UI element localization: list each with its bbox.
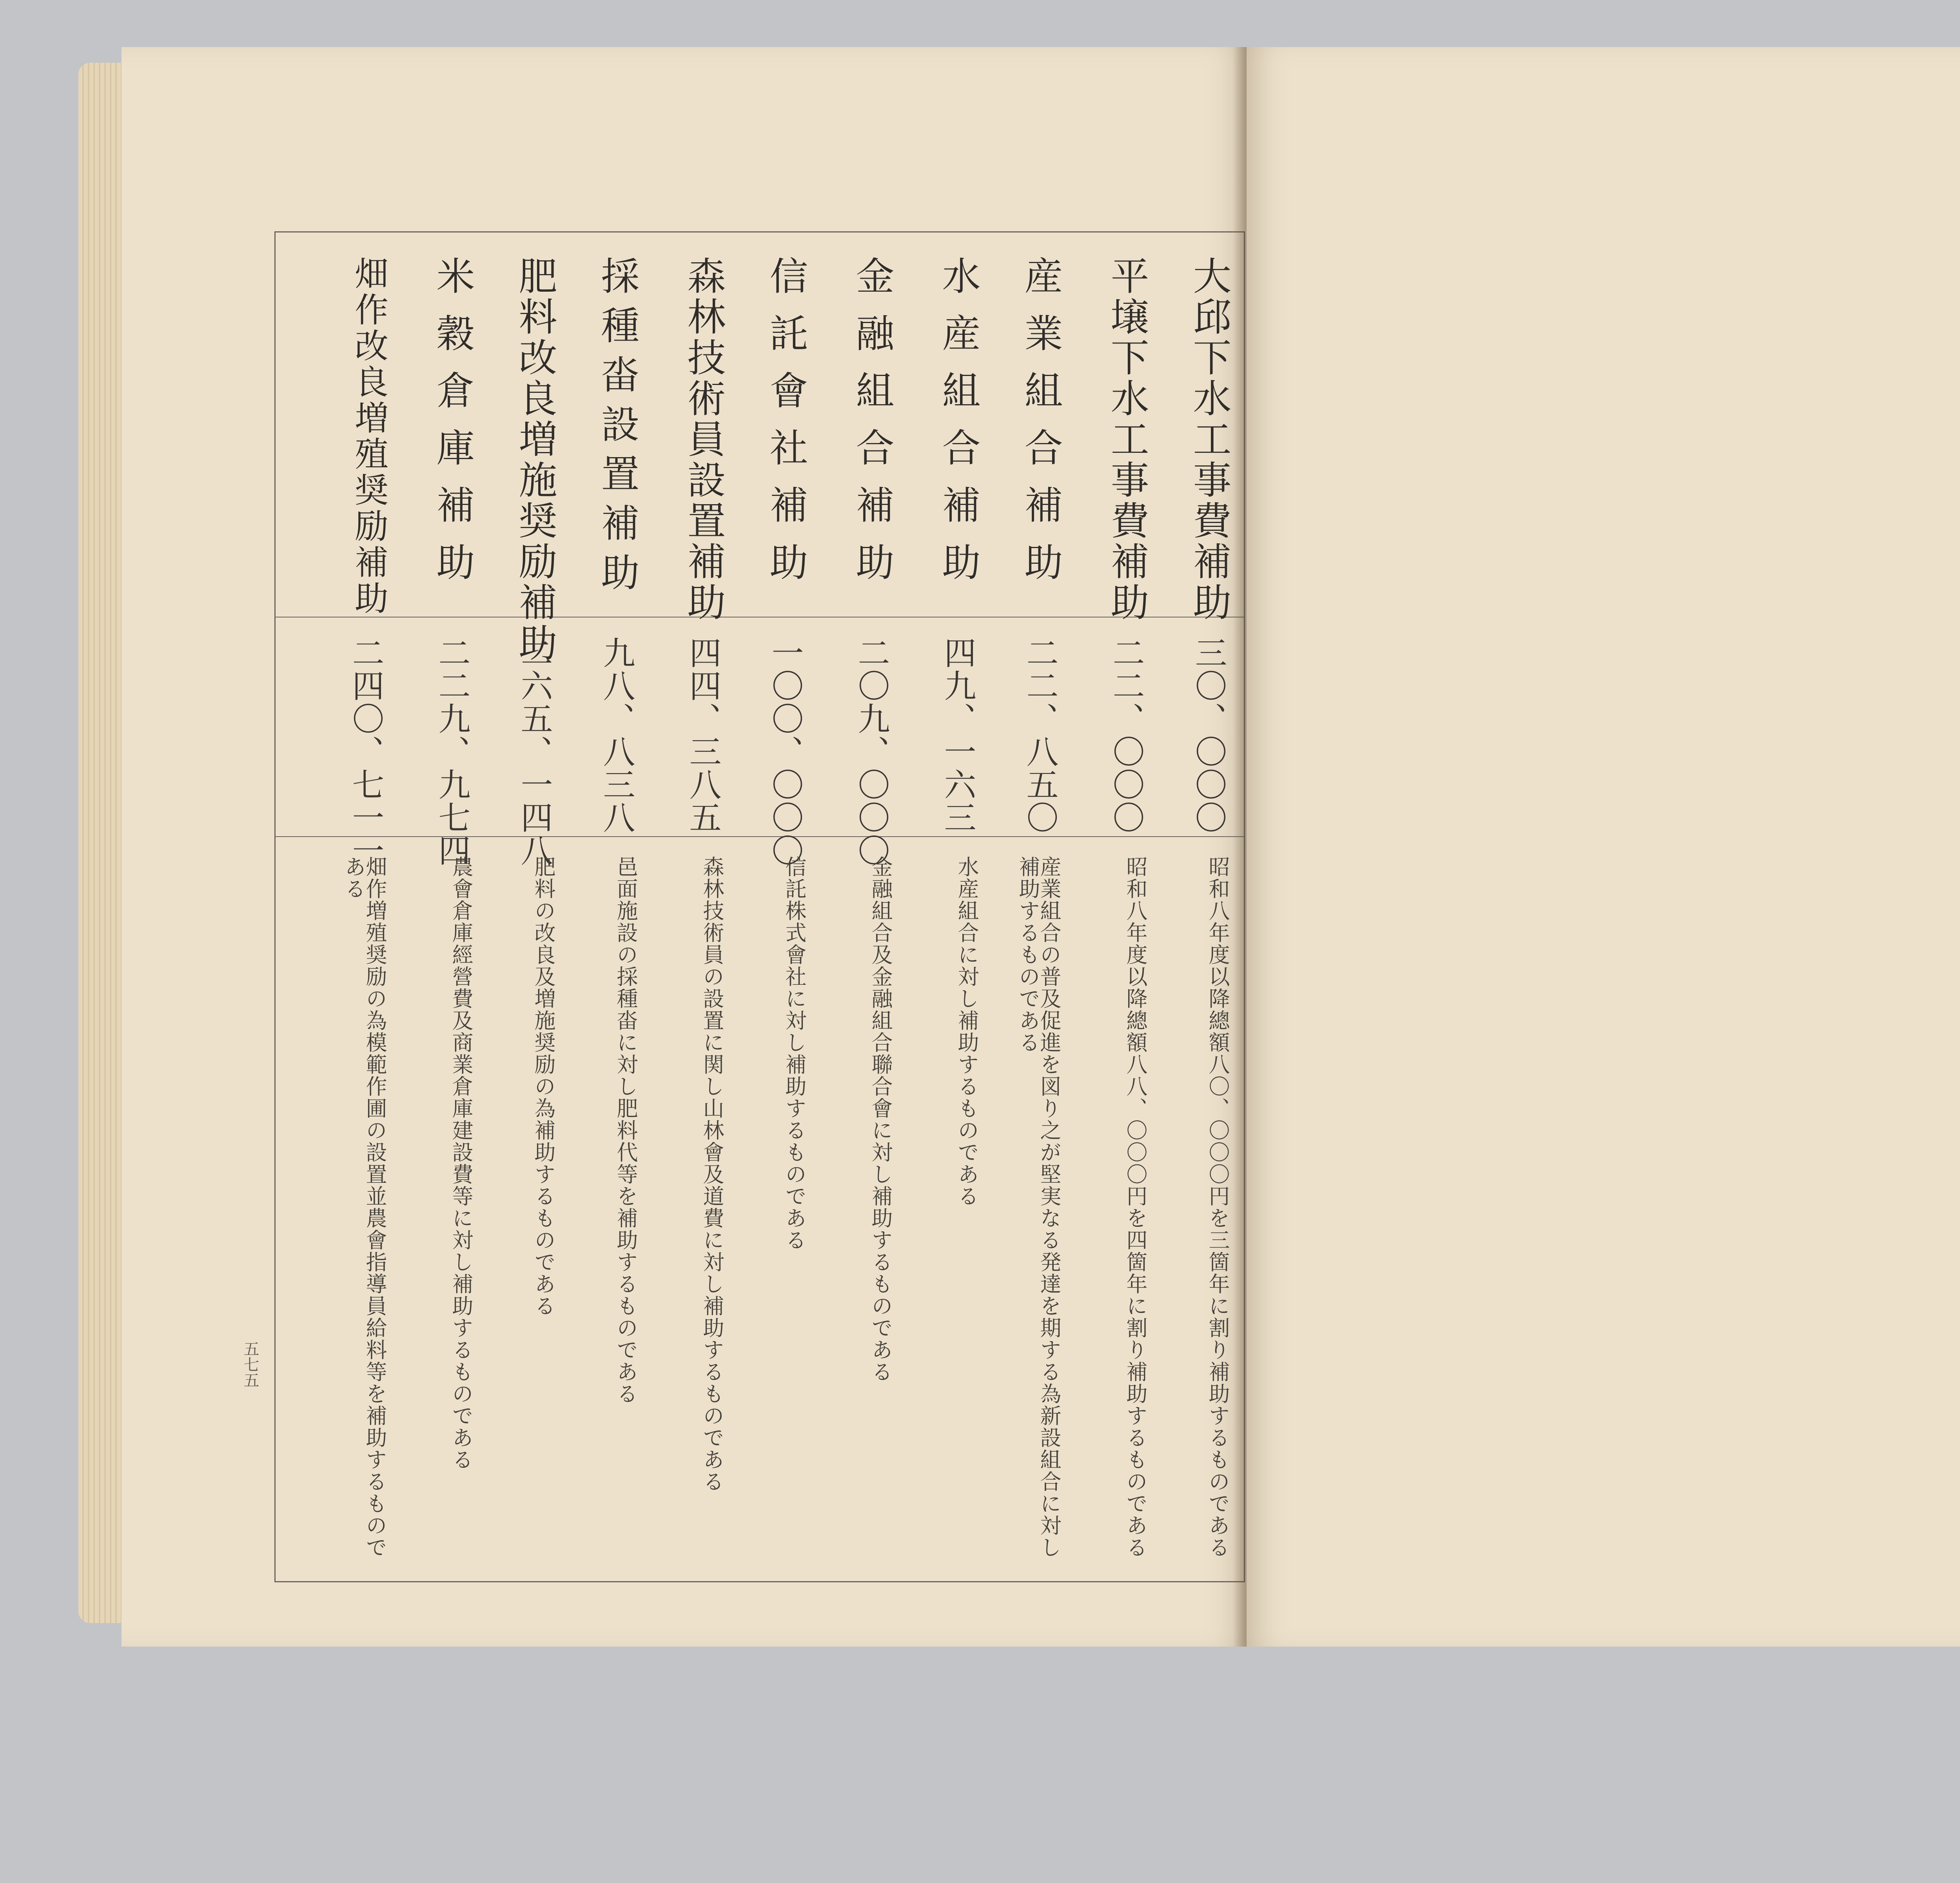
item-amount: 二〇九、〇〇〇	[853, 636, 890, 867]
item-name: 産業組合補助	[1018, 256, 1063, 599]
item-name: 金融組合補助	[849, 256, 894, 599]
item-amount: 二二九、九七四	[433, 636, 470, 867]
item-name: 水産組合補助	[936, 256, 980, 599]
item-note: 畑作増殖奨励の為模範作圃の設置並農會指導員給料等を補助するものである	[341, 856, 387, 1558]
item-name: 信託會社補助	[763, 256, 808, 599]
item-note: 森林技術員の設置に関し山林會及道費に対し補助するものである	[700, 856, 724, 1493]
item-name: 大邱下水工事費補助	[1187, 256, 1231, 623]
right-page	[1247, 47, 1960, 1647]
left-budget-table	[274, 231, 1245, 1582]
page-number: 五七五	[241, 1341, 259, 1388]
page-stack-left	[78, 63, 125, 1623]
item-name: 米穀倉庫補助	[430, 256, 475, 599]
item-amount: 一〇〇、〇〇〇	[766, 636, 804, 867]
left-page	[122, 47, 1247, 1647]
item-name: 採種畓設置補助	[595, 256, 639, 602]
open-book	[78, 47, 1960, 1647]
item-amount: 二二、八五〇	[1021, 636, 1058, 834]
item-note: 邑面施設の採種畓に対し肥料代等を補助するものである	[613, 856, 638, 1405]
item-name: 畑作改良増殖奨励補助	[349, 256, 388, 617]
item-note: 昭和八年度以降總額八〇、〇〇〇円を三箇年に割り補助するものである	[1205, 856, 1230, 1558]
item-name: 肥料改良増施奨励補助	[512, 256, 557, 664]
item-note: 農會倉庫經營費及商業倉庫建設費等に対し補助するものである	[449, 856, 474, 1471]
item-amount: 四九、一六三	[939, 636, 976, 834]
item-name: 平壌下水工事費補助	[1104, 256, 1149, 623]
item-note: 肥料の改良及増施奨励の為補助するものである	[531, 856, 556, 1317]
item-name: 森林技術員設置補助	[681, 256, 726, 623]
item-note: 水産組合に対し補助するものである	[955, 856, 979, 1207]
item-note: 金融組合及金融組合聯合會に対し補助するものである	[868, 856, 893, 1383]
item-amount: 二二、〇〇〇	[1107, 636, 1145, 834]
item-note: 産業組合の普及促進を図り之が堅実なる発達を期する為新設組合に対し補助するものである	[1016, 856, 1062, 1558]
table-divider	[276, 836, 1244, 837]
item-amount: 二六五、一四八	[515, 636, 553, 867]
item-amount: 九八、八三八	[598, 636, 635, 834]
item-amount: 二四〇、七一一	[347, 636, 384, 867]
item-amount: 三〇、〇〇〇	[1190, 636, 1227, 834]
item-note: 信託株式會社に対し補助するものである	[782, 856, 807, 1251]
item-note: 昭和八年度以降總額八八、〇〇〇円を四箇年に割り補助するものである	[1123, 856, 1148, 1558]
item-amount: 四四、三八五	[684, 636, 721, 834]
